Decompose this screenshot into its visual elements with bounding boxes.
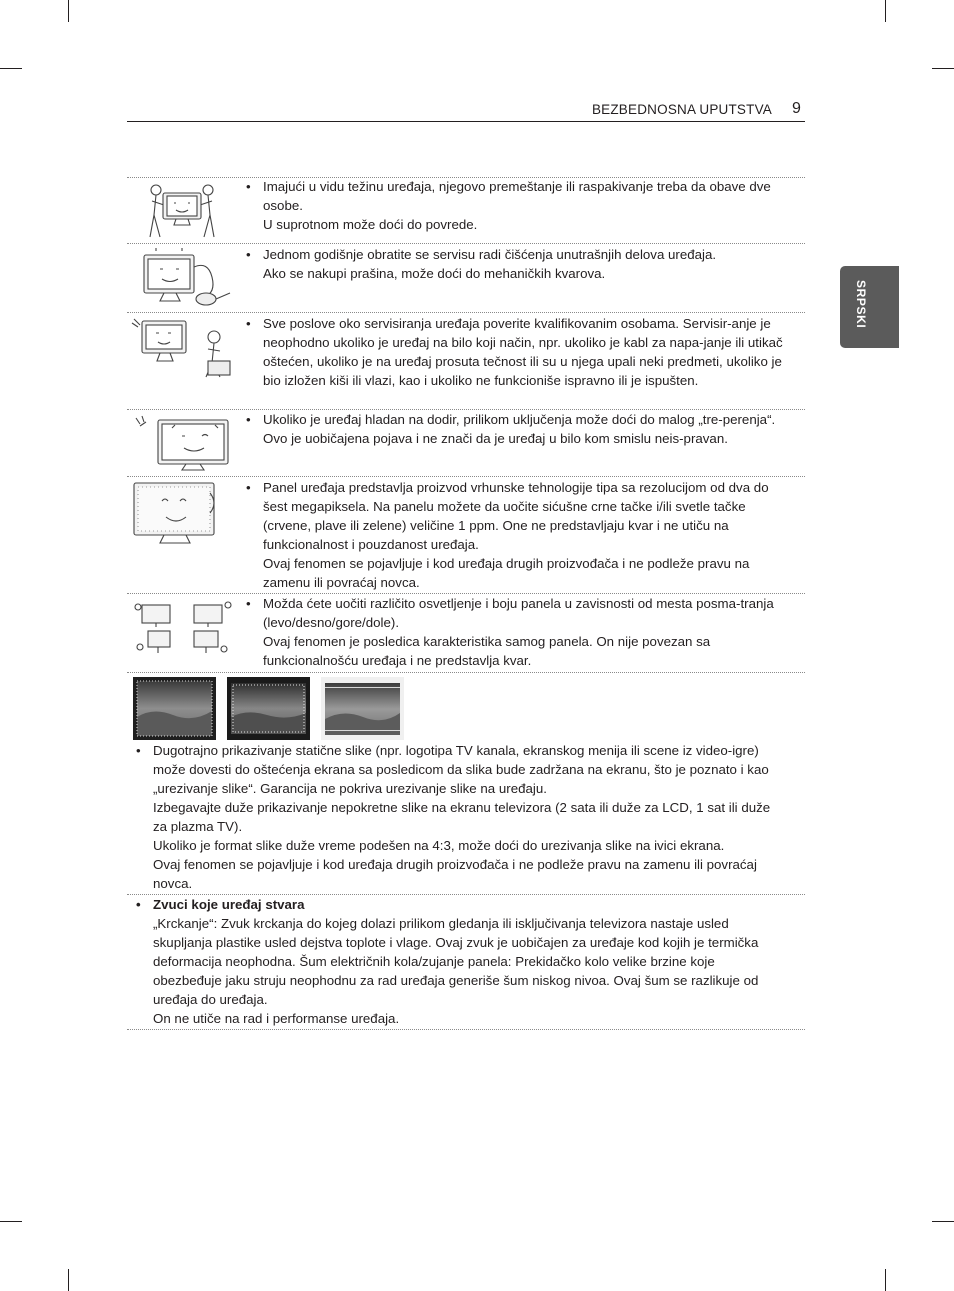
paragraph: Sve poslove oko servisiranja uređaja poverite kvalifikovanim osobama. Servisir-anje je neophodno ukoliko je uređaj na bilo koji način, npr. ukoliko je kabl za napa-janje ili utikač oštećen, ukoliko je na uređaj prosuta tečnost ili su u njega upali neki predmeti, ukoliko je bio izložen kiši ili vlazi, kao i ukoliko ne funkcioniše ispravno ili je ispušten. [263,316,783,388]
tv-viewing-angles-icon [130,597,240,659]
bullet: • [246,247,251,262]
tv-service-technician-icon [130,315,240,381]
two-people-carrying-tv-icon [130,181,240,241]
paragraph: Ako se nakupi prašina, može doći do mehaničkih kvarova. [263,266,606,281]
text-block [246,177,786,234]
text-block [246,478,786,592]
bullet: • [136,897,141,912]
text-block [246,314,786,390]
page-number: 9 [792,100,801,117]
crop-mark [885,1269,886,1291]
row-divider [127,672,805,673]
text-block [246,594,786,670]
text-block [246,245,786,283]
retention-thumbnail-3 [321,677,404,740]
crop-mark [68,0,69,22]
section-title: BEZBEDNOSNA UPUTSTVA [591,102,772,117]
language-tab-label: SRPSKI [854,280,868,329]
image-retention-text [136,741,786,893]
paragraph: Panel uređaja predstavlja proizvod vrhunske tehnologije tipa sa rezolucijom od dva do šest megapiksela. Na panelu možete da uočite sićušne crne tačke i/ili svetle tačke (crvene, plave ili zelene) veličine 1 ppm. One ne predstavljaju kvar i ne utiču na funkcionalnost i pouzdanost uređaja. [263,480,769,552]
text-block [246,410,786,448]
row-divider [127,1029,805,1030]
crop-mark [0,1221,22,1222]
tv-vacuum-cleaning-icon [130,247,240,309]
paragraph: Ukoliko je format slike duže vreme podešen na 4:3, može doći do urezivanja slike na ivici ekrana. [153,838,725,853]
paragraph: Jednom godišnje obratite se servisu radi čišćenja unutrašnjih delova uređaja. [263,247,717,262]
language-tab [840,266,899,348]
crop-mark [932,1221,954,1222]
row-divider [127,243,805,244]
crop-mark [0,68,22,69]
sounds-text [136,895,786,1028]
paragraph: U suprotnom može doći do povrede. [263,217,478,232]
paragraph: Ovaj fenomen se pojavljuje i kod uređaja drugih proizvođača i ne podleže pravu na zamenu ili povraćaj novca. [153,857,757,891]
paragraph: „Krckanje“: Zvuk krckanja do kojeg dolazi prilikom gledanja ili isključivanja televizora nastaje usled skupljanja plastike usled dejstva toplote i vlage. Ovaj zvuk je uobičajen za uređaje kod kojih je termička deformacija neophodna. Šum električnih kola/zujanje panela: Prekidačko kolo velike brzine koje obezbeđuje jaku struju neophodnu za rad uređaja generiše šum niskog nivoa. Ovaj šum se razlikuje od uređaja do uređaja. [153,916,759,1007]
paragraph: Ovaj fenomen se pojavljuje i kod uređaja drugih proizvođača i ne podleže pravu na zamenu ili povraćaj novca. [263,556,750,590]
tv-flickering-icon [130,412,240,474]
row-divider [127,312,805,313]
paragraph: Imajući u vidu težinu uređaja, njegovo premeštanje ili raspakivanje treba da obave dve osobe. [263,179,771,213]
retention-thumbnail-2 [227,677,310,740]
header-rule [127,121,805,122]
sounds-heading: Zvuci koje uređaj stvara [153,897,305,912]
retention-thumbnail-1 [133,677,216,740]
bullet: • [246,179,251,194]
paragraph: On ne utiče na rad i performanse uređaja. [153,1011,400,1026]
crop-mark [885,0,886,22]
bullet: • [246,316,251,331]
paragraph: Ovaj fenomen je posledica karakteristika samog panela. On nije povezan sa funkcionalnošću uređaja i ne predstavlja kvar. [263,634,711,668]
bullet: • [246,412,251,427]
crop-mark [68,1269,69,1291]
crop-mark [932,68,954,69]
row-divider [127,476,805,477]
paragraph: Dugotrajno prikazivanje statične slike (npr. logotipa TV kanala, ekranskog menija ili scene iz video-igre) može dovesti do oštećenja ekrana sa posledicom da slika bude zadržana na ekranu, što je poznato i kao „urezivanje slike“. Garancija ne pokriva urezivanje slike na uređaju. [153,743,769,796]
paragraph: Ukoliko je uređaj hladan na dodir, prilikom uključenja može doći do malog „tre-perenja“. Ovo je uobičajena pojava i ne znači da je uređaj u bilo kom smislu neis-pravan. [263,412,776,446]
paragraph: Možda ćete uočiti različito osvetljenje i boju panela u zavisnosti od mesta posma-tranja (levo/desno/gore/dole). [263,596,774,630]
bullet: • [136,743,141,758]
tv-panel-dots-icon [130,479,240,549]
paragraph: Izbegavajte duže prikazivanje nepokretne slike na ekranu televizora (2 sata ili duže za LCD, 1 sat ili duže za plazma TV). [153,800,771,834]
bullet: • [246,596,251,611]
bullet: • [246,480,251,495]
